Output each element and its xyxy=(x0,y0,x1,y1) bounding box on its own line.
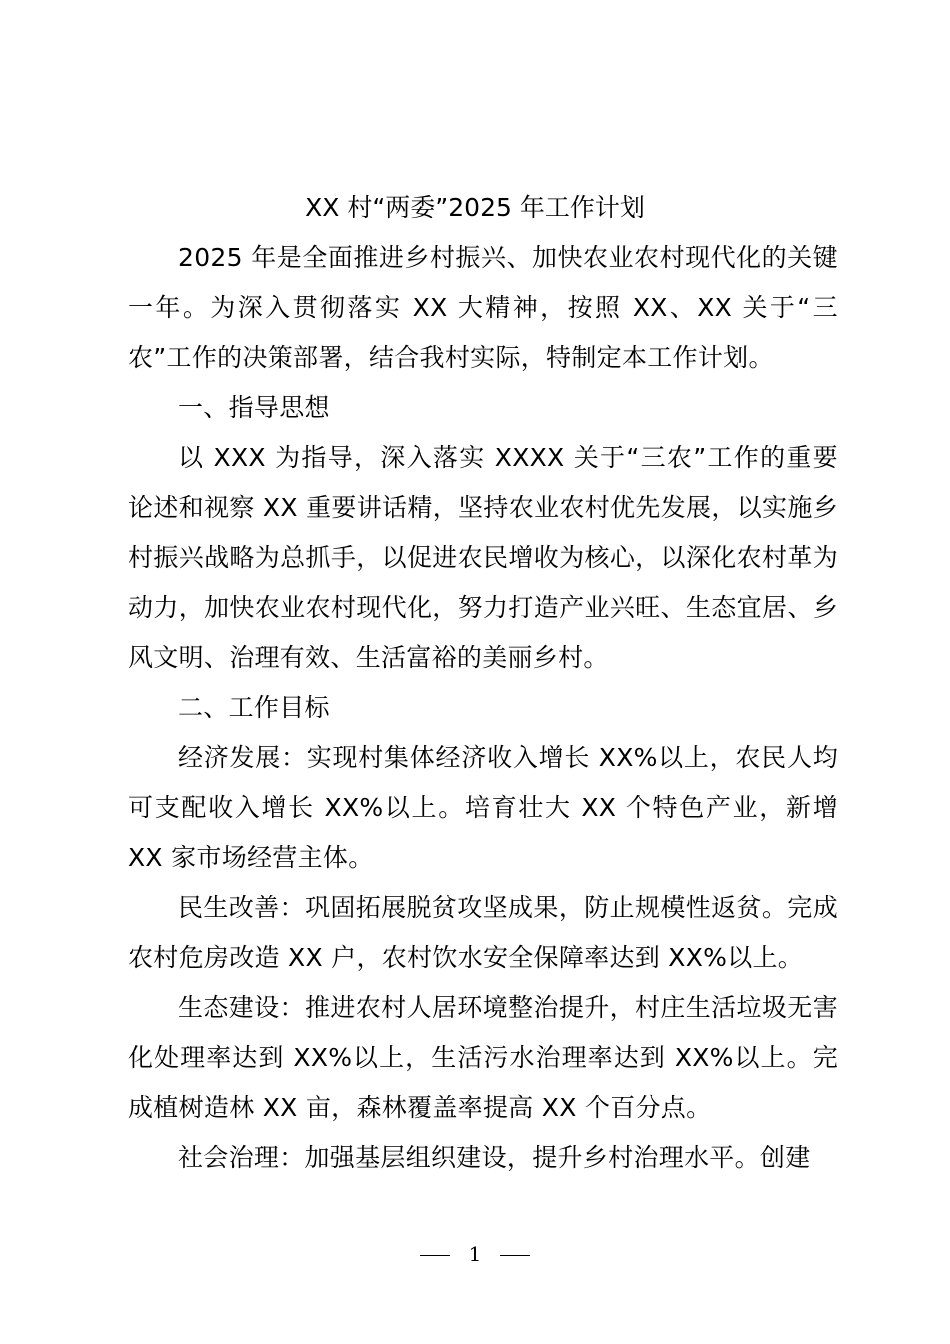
economic-development-paragraph: 经济发展：实现村集体经济收入增长 XX%以上，农民人均可支配收入增长 XX%以上。培育壮大 XX 个特色产业，新增 XX 家市场经营主体。 xyxy=(128,743,838,872)
footer-dash-right xyxy=(500,1255,530,1256)
footer-dash-left xyxy=(420,1255,450,1256)
guiding-ideology-paragraph: 以 XXX 为指导，深入落实 XXXX 关于“三农”工作的重要论述和视察 XX 重要讲话精，坚持农业农村优先发展，以实施乡村振兴战略为总抓手，以促进农民增收为核心，以深化农村革为动力，加快农业农村现代化，努力打造产业兴旺、生态宜居、乡风文明、治理有效、生活富裕的美丽乡村。 xyxy=(128,443,838,672)
document-body xyxy=(128,233,838,1183)
section-heading-guiding-ideology: 一、指导思想 xyxy=(178,393,330,422)
section-heading-work-goals: 二、工作目标 xyxy=(178,693,330,722)
page-number: 1 xyxy=(468,1242,482,1266)
social-governance-paragraph: 社会治理：加强基层组织建设，提升乡村治理水平。创建 xyxy=(178,1143,811,1172)
document-title: XX 村“两委”2025 年工作计划 xyxy=(305,193,645,222)
ecological-construction-paragraph: 生态建设：推进农村人居环境整治提升，村庄生活垃圾无害化处理率达到 XX%以上，生活污水治理率达到 XX%以上。完成植树造林 XX 亩，森林覆盖率提高 XX 个百分点。 xyxy=(128,993,838,1122)
livelihood-improvement-paragraph: 民生改善：巩固拓展脱贫攻坚成果，防止规模性返贫。完成农村危房改造 XX 户，农村饮水安全保障率达到 XX%以上。 xyxy=(128,893,838,972)
page-footer xyxy=(0,1236,950,1272)
intro-paragraph: 2025 年是全面推进乡村振兴、加快农业农村现代化的关键一年。为深入贯彻落实 XX 大精神，按照 XX、XX 关于“三农”工作的决策部署，结合我村实际，特制定本工作计划。 xyxy=(128,243,838,372)
